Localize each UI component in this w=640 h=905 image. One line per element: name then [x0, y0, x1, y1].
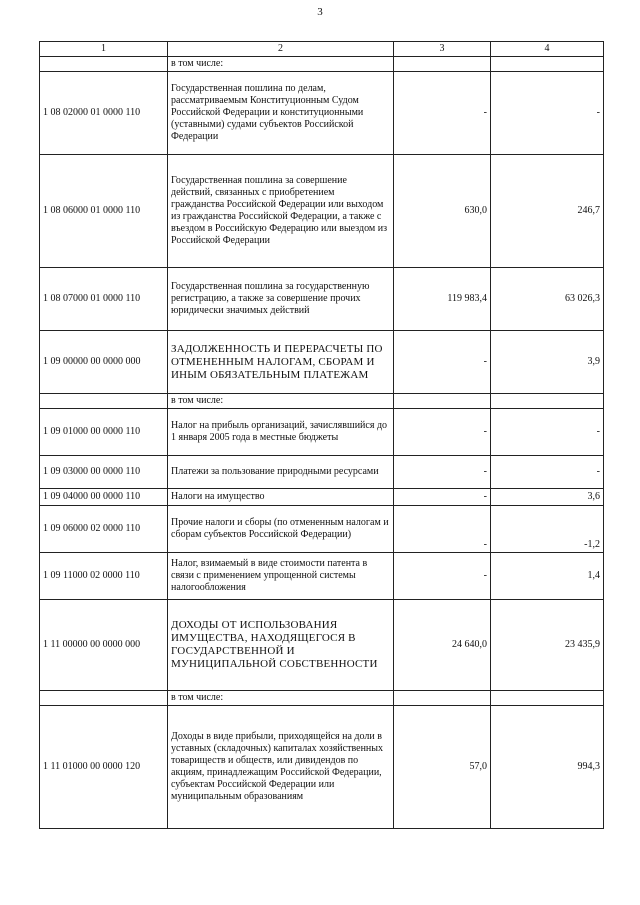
page-number: 3: [317, 6, 323, 18]
planned-amount-cell: [394, 394, 491, 409]
planned-amount-cell: 119 983,4: [394, 268, 491, 331]
budget-code-cell: 1 08 06000 01 0000 110: [40, 155, 168, 268]
table-header-row: [40, 42, 604, 57]
table-row: [40, 489, 604, 506]
actual-amount-cell: [491, 394, 604, 409]
actual-amount-cell: 246,7: [491, 155, 604, 268]
income-name-cell: в том числе:: [168, 691, 394, 706]
table-row: [40, 600, 604, 691]
actual-amount-cell: 1,4: [491, 553, 604, 600]
budget-code-cell: 1 09 11000 02 0000 110: [40, 553, 168, 600]
income-name-cell: Доходы в виде прибыли, приходящейся на доли в уставных (складочных) капиталах хозяйственных товариществ и обществ, или дивидендов по акциям, принадлежащим Российской Федерации, субъектам Российской Федерации или муниципальным образованиям: [168, 706, 394, 829]
table-row: [40, 155, 604, 268]
column-header-4: 4: [491, 42, 604, 57]
income-name-cell: ЗАДОЛЖЕННОСТЬ И ПЕРЕРАСЧЕТЫ ПО ОТМЕНЕННЫМ НАЛОГАМ, СБОРАМ И ИНЫМ ОБЯЗАТЕЛЬНЫМ ПЛАТЕЖАМ: [168, 331, 394, 394]
planned-amount-cell: 24 640,0: [394, 600, 491, 691]
budget-table: [39, 41, 604, 829]
budget-code-cell: 1 09 01000 00 0000 110: [40, 409, 168, 456]
income-name-cell: Государственная пошлина за государственную регистрацию, а также за совершение прочих юридически значимых действий: [168, 268, 394, 331]
actual-amount-cell: 63 026,3: [491, 268, 604, 331]
actual-amount-cell: -1,2: [491, 506, 604, 553]
planned-amount-cell: -: [394, 456, 491, 489]
actual-amount-cell: 3,9: [491, 331, 604, 394]
budget-code-cell: [40, 394, 168, 409]
planned-amount-cell: -: [394, 506, 491, 553]
income-name-cell: Государственная пошлина за совершение действий, связанных с приобретением гражданства Российской Федерации или выходом из гражданства Российской Федерации, а также с въездом в Российскую Федерацию или выездом из Российской Федерации: [168, 155, 394, 268]
table-row: [40, 331, 604, 394]
actual-amount-cell: -: [491, 409, 604, 456]
actual-amount-cell: [491, 57, 604, 72]
actual-amount-cell: 994,3: [491, 706, 604, 829]
planned-amount-cell: -: [394, 553, 491, 600]
actual-amount-cell: -: [491, 72, 604, 155]
income-name-cell: Прочие налоги и сборы (по отмененным налогам и сборам субъектов Российской Федерации): [168, 506, 394, 553]
income-name-cell: в том числе:: [168, 57, 394, 72]
income-name-cell: ДОХОДЫ ОТ ИСПОЛЬЗОВАНИЯ ИМУЩЕСТВА, НАХОДЯЩЕГОСЯ В ГОСУДАРСТВЕННОЙ И МУНИЦИПАЛЬНОЙ СОБСТВЕННОСТИ: [168, 600, 394, 691]
planned-amount-cell: -: [394, 72, 491, 155]
budget-code-cell: 1 09 06000 02 0000 110: [40, 506, 168, 553]
table-row: [40, 706, 604, 829]
table-row: [40, 506, 604, 553]
income-name-cell: Платежи за пользование природными ресурсами: [168, 456, 394, 489]
table-row: [40, 456, 604, 489]
table-row: [40, 409, 604, 456]
income-name-cell: Государственная пошлина по делам, рассматриваемым Конституционным Судом Российской Федерации и конституционными (уставными) судами субъектов Российской Федерации: [168, 72, 394, 155]
planned-amount-cell: 57,0: [394, 706, 491, 829]
budget-code-cell: 1 09 04000 00 0000 110: [40, 489, 168, 506]
budget-code-cell: 1 09 00000 00 0000 000: [40, 331, 168, 394]
income-name-cell: Налоги на имущество: [168, 489, 394, 506]
planned-amount-cell: -: [394, 489, 491, 506]
planned-amount-cell: [394, 691, 491, 706]
table-row: [40, 72, 604, 155]
budget-code-cell: [40, 57, 168, 72]
column-header-2: 2: [168, 42, 394, 57]
budget-code-cell: 1 11 00000 00 0000 000: [40, 600, 168, 691]
actual-amount-cell: 3,6: [491, 489, 604, 506]
table-row: [40, 57, 604, 72]
table-row: [40, 691, 604, 706]
planned-amount-cell: [394, 57, 491, 72]
actual-amount-cell: 23 435,9: [491, 600, 604, 691]
income-name-cell: в том числе:: [168, 394, 394, 409]
budget-code-cell: 1 08 07000 01 0000 110: [40, 268, 168, 331]
budget-code-cell: 1 09 03000 00 0000 110: [40, 456, 168, 489]
table-row: [40, 394, 604, 409]
budget-code-cell: 1 08 02000 01 0000 110: [40, 72, 168, 155]
planned-amount-cell: 630,0: [394, 155, 491, 268]
table-row: [40, 268, 604, 331]
planned-amount-cell: -: [394, 331, 491, 394]
income-name-cell: Налог, взимаемый в виде стоимости патента в связи с применением упрощенной системы налогообложения: [168, 553, 394, 600]
budget-code-cell: 1 11 01000 00 0000 120: [40, 706, 168, 829]
planned-amount-cell: -: [394, 409, 491, 456]
income-name-cell: Налог на прибыль организаций, зачислявшийся до 1 января 2005 года в местные бюджеты: [168, 409, 394, 456]
budget-code-cell: [40, 691, 168, 706]
actual-amount-cell: -: [491, 456, 604, 489]
column-header-1: 1: [40, 42, 168, 57]
actual-amount-cell: [491, 691, 604, 706]
table-row: [40, 553, 604, 600]
column-header-3: 3: [394, 42, 491, 57]
